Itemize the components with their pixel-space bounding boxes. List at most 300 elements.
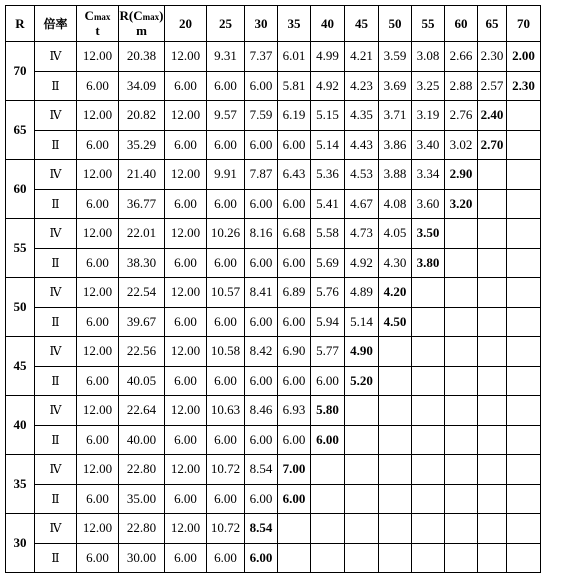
value-cell: 3.34 bbox=[412, 160, 445, 190]
value-cell: 2.40 bbox=[478, 101, 507, 131]
table-row bbox=[6, 337, 541, 367]
value-cell: 12.00 bbox=[165, 101, 207, 131]
value-cell: 4.53 bbox=[345, 160, 379, 190]
value-cell: 6.00 bbox=[165, 71, 207, 101]
value-cell: 8.42 bbox=[245, 337, 278, 367]
value-cell: 6.00 bbox=[311, 425, 345, 455]
header-rcmax bbox=[119, 6, 165, 42]
header-col-45: 45 bbox=[345, 6, 379, 42]
empty-cell bbox=[445, 425, 478, 455]
cmax-cell: 6.00 bbox=[77, 71, 119, 101]
value-cell: 6.00 bbox=[245, 425, 278, 455]
value-cell: 6.00 bbox=[207, 248, 245, 278]
value-cell: 6.00 bbox=[207, 366, 245, 396]
value-cell: 3.88 bbox=[379, 160, 412, 190]
value-cell: 2.30 bbox=[507, 71, 541, 101]
rcmax-cell: 22.54 bbox=[119, 278, 165, 308]
value-cell: 6.00 bbox=[165, 425, 207, 455]
value-cell: 6.43 bbox=[278, 160, 311, 190]
empty-cell bbox=[507, 337, 541, 367]
empty-cell bbox=[507, 543, 541, 573]
empty-cell bbox=[345, 543, 379, 573]
rcmax-cell: 20.38 bbox=[119, 42, 165, 72]
empty-cell bbox=[507, 425, 541, 455]
empty-cell bbox=[478, 543, 507, 573]
empty-cell bbox=[412, 543, 445, 573]
value-cell: 7.37 bbox=[245, 42, 278, 72]
table-row bbox=[6, 189, 541, 219]
value-cell: 6.00 bbox=[245, 307, 278, 337]
value-cell: 6.00 bbox=[207, 189, 245, 219]
value-cell: 8.41 bbox=[245, 278, 278, 308]
value-cell: 7.87 bbox=[245, 160, 278, 190]
table-row bbox=[6, 278, 541, 308]
value-cell: 5.77 bbox=[311, 337, 345, 367]
table-row bbox=[6, 160, 541, 190]
value-cell: 3.59 bbox=[379, 42, 412, 72]
empty-cell bbox=[345, 425, 379, 455]
value-cell: 6.00 bbox=[165, 307, 207, 337]
empty-cell bbox=[478, 484, 507, 514]
value-cell: 9.57 bbox=[207, 101, 245, 131]
empty-cell bbox=[345, 484, 379, 514]
row-group-r: 35 bbox=[6, 455, 35, 514]
header-col-60: 60 bbox=[445, 6, 478, 42]
table-row bbox=[6, 307, 541, 337]
value-cell: 4.05 bbox=[379, 219, 412, 249]
value-cell: 6.00 bbox=[165, 189, 207, 219]
value-cell: 6.89 bbox=[278, 278, 311, 308]
value-cell: 5.14 bbox=[311, 130, 345, 160]
value-cell: 6.00 bbox=[278, 366, 311, 396]
value-cell: 10.72 bbox=[207, 514, 245, 544]
empty-cell bbox=[311, 484, 345, 514]
rcmax-cell: 22.56 bbox=[119, 337, 165, 367]
header-row bbox=[6, 6, 541, 42]
empty-cell bbox=[412, 484, 445, 514]
rcmax-cell: 38.30 bbox=[119, 248, 165, 278]
table-row bbox=[6, 248, 541, 278]
header-col-70: 70 bbox=[507, 6, 541, 42]
value-cell: 2.90 bbox=[445, 160, 478, 190]
row-group-r: 55 bbox=[6, 219, 35, 278]
empty-cell bbox=[478, 425, 507, 455]
empty-cell bbox=[478, 160, 507, 190]
value-cell: 12.00 bbox=[165, 160, 207, 190]
empty-cell bbox=[507, 307, 541, 337]
value-cell: 9.91 bbox=[207, 160, 245, 190]
value-cell: 2.76 bbox=[445, 101, 478, 131]
header-rcmax-unit: m bbox=[136, 22, 147, 38]
cmax-cell: 6.00 bbox=[77, 189, 119, 219]
rcmax-cell: 20.82 bbox=[119, 101, 165, 131]
empty-cell bbox=[379, 543, 412, 573]
value-cell: 4.23 bbox=[345, 71, 379, 101]
empty-cell bbox=[478, 278, 507, 308]
header-cmax-main: C bbox=[84, 7, 94, 23]
table-row bbox=[6, 514, 541, 544]
value-cell: 4.50 bbox=[379, 307, 412, 337]
row-group-r: 65 bbox=[6, 101, 35, 160]
empty-cell bbox=[345, 514, 379, 544]
value-cell: 5.76 bbox=[311, 278, 345, 308]
empty-cell bbox=[478, 248, 507, 278]
value-cell: 5.69 bbox=[311, 248, 345, 278]
ratio-cell: Ⅳ bbox=[35, 337, 77, 367]
header-r: R bbox=[6, 6, 35, 42]
header-rcmax-close: ) bbox=[159, 7, 164, 23]
value-cell: 6.00 bbox=[207, 307, 245, 337]
empty-cell bbox=[412, 514, 445, 544]
header-ratio: 倍率 bbox=[35, 6, 77, 42]
cmax-cell: 6.00 bbox=[77, 484, 119, 514]
value-cell: 12.00 bbox=[165, 42, 207, 72]
value-cell: 12.00 bbox=[165, 219, 207, 249]
cmax-cell: 12.00 bbox=[77, 514, 119, 544]
value-cell: 6.00 bbox=[207, 130, 245, 160]
value-cell: 7.00 bbox=[278, 455, 311, 485]
cmax-cell: 12.00 bbox=[77, 42, 119, 72]
empty-cell bbox=[412, 307, 445, 337]
value-cell: 6.00 bbox=[165, 366, 207, 396]
value-cell: 3.80 bbox=[412, 248, 445, 278]
cmax-cell: 12.00 bbox=[77, 396, 119, 426]
value-cell: 3.02 bbox=[445, 130, 478, 160]
header-col-65: 65 bbox=[478, 6, 507, 42]
value-cell: 2.00 bbox=[507, 42, 541, 72]
table-row bbox=[6, 484, 541, 514]
row-group-r: 45 bbox=[6, 337, 35, 396]
ratio-cell: Ⅱ bbox=[35, 366, 77, 396]
empty-cell bbox=[507, 366, 541, 396]
value-cell: 4.20 bbox=[379, 278, 412, 308]
cmax-cell: 12.00 bbox=[77, 278, 119, 308]
empty-cell bbox=[507, 278, 541, 308]
value-cell: 6.00 bbox=[165, 248, 207, 278]
empty-cell bbox=[379, 396, 412, 426]
rcmax-cell: 35.00 bbox=[119, 484, 165, 514]
empty-cell bbox=[507, 101, 541, 131]
empty-cell bbox=[445, 278, 478, 308]
value-cell: 4.30 bbox=[379, 248, 412, 278]
value-cell: 4.99 bbox=[311, 42, 345, 72]
value-cell: 7.59 bbox=[245, 101, 278, 131]
value-cell: 12.00 bbox=[165, 337, 207, 367]
empty-cell bbox=[412, 455, 445, 485]
value-cell: 5.41 bbox=[311, 189, 345, 219]
row-group-r: 70 bbox=[6, 42, 35, 101]
value-cell: 4.89 bbox=[345, 278, 379, 308]
empty-cell bbox=[278, 514, 311, 544]
empty-cell bbox=[379, 366, 412, 396]
value-cell: 6.00 bbox=[245, 248, 278, 278]
value-cell: 6.00 bbox=[207, 484, 245, 514]
empty-cell bbox=[412, 396, 445, 426]
value-cell: 8.46 bbox=[245, 396, 278, 426]
cmax-cell: 12.00 bbox=[77, 337, 119, 367]
empty-cell bbox=[412, 425, 445, 455]
ratio-cell: Ⅳ bbox=[35, 101, 77, 131]
rcmax-cell: 35.29 bbox=[119, 130, 165, 160]
value-cell: 5.36 bbox=[311, 160, 345, 190]
empty-cell bbox=[478, 219, 507, 249]
value-cell: 4.92 bbox=[311, 71, 345, 101]
table-row bbox=[6, 425, 541, 455]
value-cell: 6.00 bbox=[278, 484, 311, 514]
table-row bbox=[6, 543, 541, 573]
empty-cell bbox=[278, 543, 311, 573]
empty-cell bbox=[507, 484, 541, 514]
empty-cell bbox=[311, 455, 345, 485]
header-col-55: 55 bbox=[412, 6, 445, 42]
ratio-cell: Ⅱ bbox=[35, 307, 77, 337]
empty-cell bbox=[345, 455, 379, 485]
value-cell: 6.00 bbox=[245, 484, 278, 514]
empty-cell bbox=[379, 425, 412, 455]
table-row bbox=[6, 130, 541, 160]
ratio-cell: Ⅳ bbox=[35, 396, 77, 426]
value-cell: 10.63 bbox=[207, 396, 245, 426]
value-cell: 6.01 bbox=[278, 42, 311, 72]
value-cell: 6.00 bbox=[165, 484, 207, 514]
value-cell: 4.43 bbox=[345, 130, 379, 160]
cmax-cell: 12.00 bbox=[77, 455, 119, 485]
value-cell: 3.40 bbox=[412, 130, 445, 160]
value-cell: 8.54 bbox=[245, 514, 278, 544]
value-cell: 5.14 bbox=[345, 307, 379, 337]
value-cell: 12.00 bbox=[165, 278, 207, 308]
rcmax-cell: 22.80 bbox=[119, 514, 165, 544]
empty-cell bbox=[445, 543, 478, 573]
value-cell: 6.00 bbox=[278, 307, 311, 337]
value-cell: 6.00 bbox=[278, 248, 311, 278]
value-cell: 6.19 bbox=[278, 101, 311, 131]
empty-cell bbox=[379, 455, 412, 485]
empty-cell bbox=[507, 455, 541, 485]
value-cell: 5.15 bbox=[311, 101, 345, 131]
empty-cell bbox=[445, 219, 478, 249]
empty-cell bbox=[507, 396, 541, 426]
rcmax-cell: 21.40 bbox=[119, 160, 165, 190]
empty-cell bbox=[478, 455, 507, 485]
header-col-40: 40 bbox=[311, 6, 345, 42]
ratio-cell: Ⅱ bbox=[35, 248, 77, 278]
value-cell: 2.57 bbox=[478, 71, 507, 101]
value-cell: 6.00 bbox=[245, 71, 278, 101]
value-cell: 3.20 bbox=[445, 189, 478, 219]
value-cell: 6.90 bbox=[278, 337, 311, 367]
value-cell: 6.93 bbox=[278, 396, 311, 426]
value-cell: 6.00 bbox=[245, 543, 278, 573]
value-cell: 8.54 bbox=[245, 455, 278, 485]
value-cell: 3.08 bbox=[412, 42, 445, 72]
header-col-20: 20 bbox=[165, 6, 207, 42]
value-cell: 3.69 bbox=[379, 71, 412, 101]
value-cell: 3.50 bbox=[412, 219, 445, 249]
empty-cell bbox=[478, 514, 507, 544]
header-cmax-sub: max bbox=[93, 11, 111, 22]
cmax-cell: 12.00 bbox=[77, 101, 119, 131]
value-cell: 6.00 bbox=[165, 543, 207, 573]
value-cell: 12.00 bbox=[165, 455, 207, 485]
empty-cell bbox=[412, 278, 445, 308]
ratio-cell: Ⅱ bbox=[35, 189, 77, 219]
table-row bbox=[6, 71, 541, 101]
empty-cell bbox=[445, 337, 478, 367]
empty-cell bbox=[412, 366, 445, 396]
ratio-cell: Ⅱ bbox=[35, 484, 77, 514]
value-cell: 2.66 bbox=[445, 42, 478, 72]
row-group-r: 60 bbox=[6, 160, 35, 219]
cmax-cell: 6.00 bbox=[77, 248, 119, 278]
table-row bbox=[6, 366, 541, 396]
rcmax-cell: 30.00 bbox=[119, 543, 165, 573]
value-cell: 12.00 bbox=[165, 396, 207, 426]
ratio-cell: Ⅳ bbox=[35, 514, 77, 544]
empty-cell bbox=[445, 396, 478, 426]
cmax-cell: 6.00 bbox=[77, 307, 119, 337]
empty-cell bbox=[445, 248, 478, 278]
header-col-25: 25 bbox=[207, 6, 245, 42]
cmax-cell: 6.00 bbox=[77, 366, 119, 396]
value-cell: 10.58 bbox=[207, 337, 245, 367]
rcmax-cell: 22.80 bbox=[119, 455, 165, 485]
empty-cell bbox=[445, 307, 478, 337]
table-row bbox=[6, 42, 541, 72]
empty-cell bbox=[311, 514, 345, 544]
row-group-r: 50 bbox=[6, 278, 35, 337]
table-row bbox=[6, 396, 541, 426]
header-col-35: 35 bbox=[278, 6, 311, 42]
table-row bbox=[6, 219, 541, 249]
rcmax-cell: 22.64 bbox=[119, 396, 165, 426]
ratio-cell: Ⅱ bbox=[35, 543, 77, 573]
empty-cell bbox=[507, 219, 541, 249]
value-cell: 4.92 bbox=[345, 248, 379, 278]
value-cell: 4.73 bbox=[345, 219, 379, 249]
value-cell: 5.80 bbox=[311, 396, 345, 426]
ratio-cell: Ⅳ bbox=[35, 160, 77, 190]
cmax-cell: 6.00 bbox=[77, 543, 119, 573]
value-cell: 6.00 bbox=[245, 130, 278, 160]
table-row bbox=[6, 455, 541, 485]
empty-cell bbox=[379, 514, 412, 544]
value-cell: 10.26 bbox=[207, 219, 245, 249]
empty-cell bbox=[445, 514, 478, 544]
empty-cell bbox=[478, 337, 507, 367]
value-cell: 6.00 bbox=[245, 366, 278, 396]
value-cell: 6.00 bbox=[207, 543, 245, 573]
header-col-50: 50 bbox=[379, 6, 412, 42]
value-cell: 2.30 bbox=[478, 42, 507, 72]
row-group-r: 30 bbox=[6, 514, 35, 573]
cmax-cell: 12.00 bbox=[77, 219, 119, 249]
value-cell: 3.86 bbox=[379, 130, 412, 160]
value-cell: 9.31 bbox=[207, 42, 245, 72]
rcmax-cell: 22.01 bbox=[119, 219, 165, 249]
empty-cell bbox=[507, 248, 541, 278]
value-cell: 2.88 bbox=[445, 71, 478, 101]
value-cell: 10.72 bbox=[207, 455, 245, 485]
value-cell: 10.57 bbox=[207, 278, 245, 308]
table-row bbox=[6, 101, 541, 131]
header-cmax bbox=[77, 6, 119, 42]
empty-cell bbox=[379, 337, 412, 367]
ratio-cell: Ⅱ bbox=[35, 130, 77, 160]
ratio-cell: Ⅳ bbox=[35, 278, 77, 308]
empty-cell bbox=[478, 189, 507, 219]
data-table bbox=[5, 5, 541, 573]
empty-cell bbox=[379, 484, 412, 514]
value-cell: 8.16 bbox=[245, 219, 278, 249]
empty-cell bbox=[345, 396, 379, 426]
value-cell: 6.00 bbox=[165, 130, 207, 160]
empty-cell bbox=[445, 455, 478, 485]
ratio-cell: Ⅱ bbox=[35, 425, 77, 455]
empty-cell bbox=[445, 366, 478, 396]
header-rcmax-main: R(C bbox=[119, 7, 143, 23]
empty-cell bbox=[507, 160, 541, 190]
value-cell: 5.94 bbox=[311, 307, 345, 337]
rcmax-cell: 34.09 bbox=[119, 71, 165, 101]
value-cell: 6.00 bbox=[278, 189, 311, 219]
value-cell: 3.19 bbox=[412, 101, 445, 131]
table-body bbox=[6, 42, 541, 573]
value-cell: 4.08 bbox=[379, 189, 412, 219]
value-cell: 6.00 bbox=[278, 425, 311, 455]
value-cell: 2.70 bbox=[478, 130, 507, 160]
empty-cell bbox=[507, 514, 541, 544]
rcmax-cell: 36.77 bbox=[119, 189, 165, 219]
value-cell: 6.00 bbox=[245, 189, 278, 219]
value-cell: 6.00 bbox=[278, 130, 311, 160]
empty-cell bbox=[507, 189, 541, 219]
value-cell: 6.68 bbox=[278, 219, 311, 249]
value-cell: 5.81 bbox=[278, 71, 311, 101]
header-col-30: 30 bbox=[245, 6, 278, 42]
value-cell: 3.71 bbox=[379, 101, 412, 131]
value-cell: 4.67 bbox=[345, 189, 379, 219]
ratio-cell: Ⅱ bbox=[35, 71, 77, 101]
value-cell: 4.90 bbox=[345, 337, 379, 367]
rcmax-cell: 39.67 bbox=[119, 307, 165, 337]
empty-cell bbox=[445, 484, 478, 514]
value-cell: 6.00 bbox=[311, 366, 345, 396]
row-group-r: 40 bbox=[6, 396, 35, 455]
cmax-cell: 6.00 bbox=[77, 130, 119, 160]
empty-cell bbox=[412, 337, 445, 367]
cmax-cell: 12.00 bbox=[77, 160, 119, 190]
rcmax-cell: 40.00 bbox=[119, 425, 165, 455]
value-cell: 5.58 bbox=[311, 219, 345, 249]
rcmax-cell: 40.05 bbox=[119, 366, 165, 396]
ratio-cell: Ⅳ bbox=[35, 42, 77, 72]
empty-cell bbox=[311, 543, 345, 573]
value-cell: 12.00 bbox=[165, 514, 207, 544]
empty-cell bbox=[507, 130, 541, 160]
ratio-cell: Ⅳ bbox=[35, 455, 77, 485]
value-cell: 3.25 bbox=[412, 71, 445, 101]
header-cmax-unit: t bbox=[95, 22, 100, 38]
empty-cell bbox=[478, 396, 507, 426]
value-cell: 6.00 bbox=[207, 71, 245, 101]
empty-cell bbox=[478, 307, 507, 337]
value-cell: 4.35 bbox=[345, 101, 379, 131]
value-cell: 5.20 bbox=[345, 366, 379, 396]
cmax-cell: 6.00 bbox=[77, 425, 119, 455]
table-container bbox=[5, 5, 541, 573]
value-cell: 6.00 bbox=[207, 425, 245, 455]
